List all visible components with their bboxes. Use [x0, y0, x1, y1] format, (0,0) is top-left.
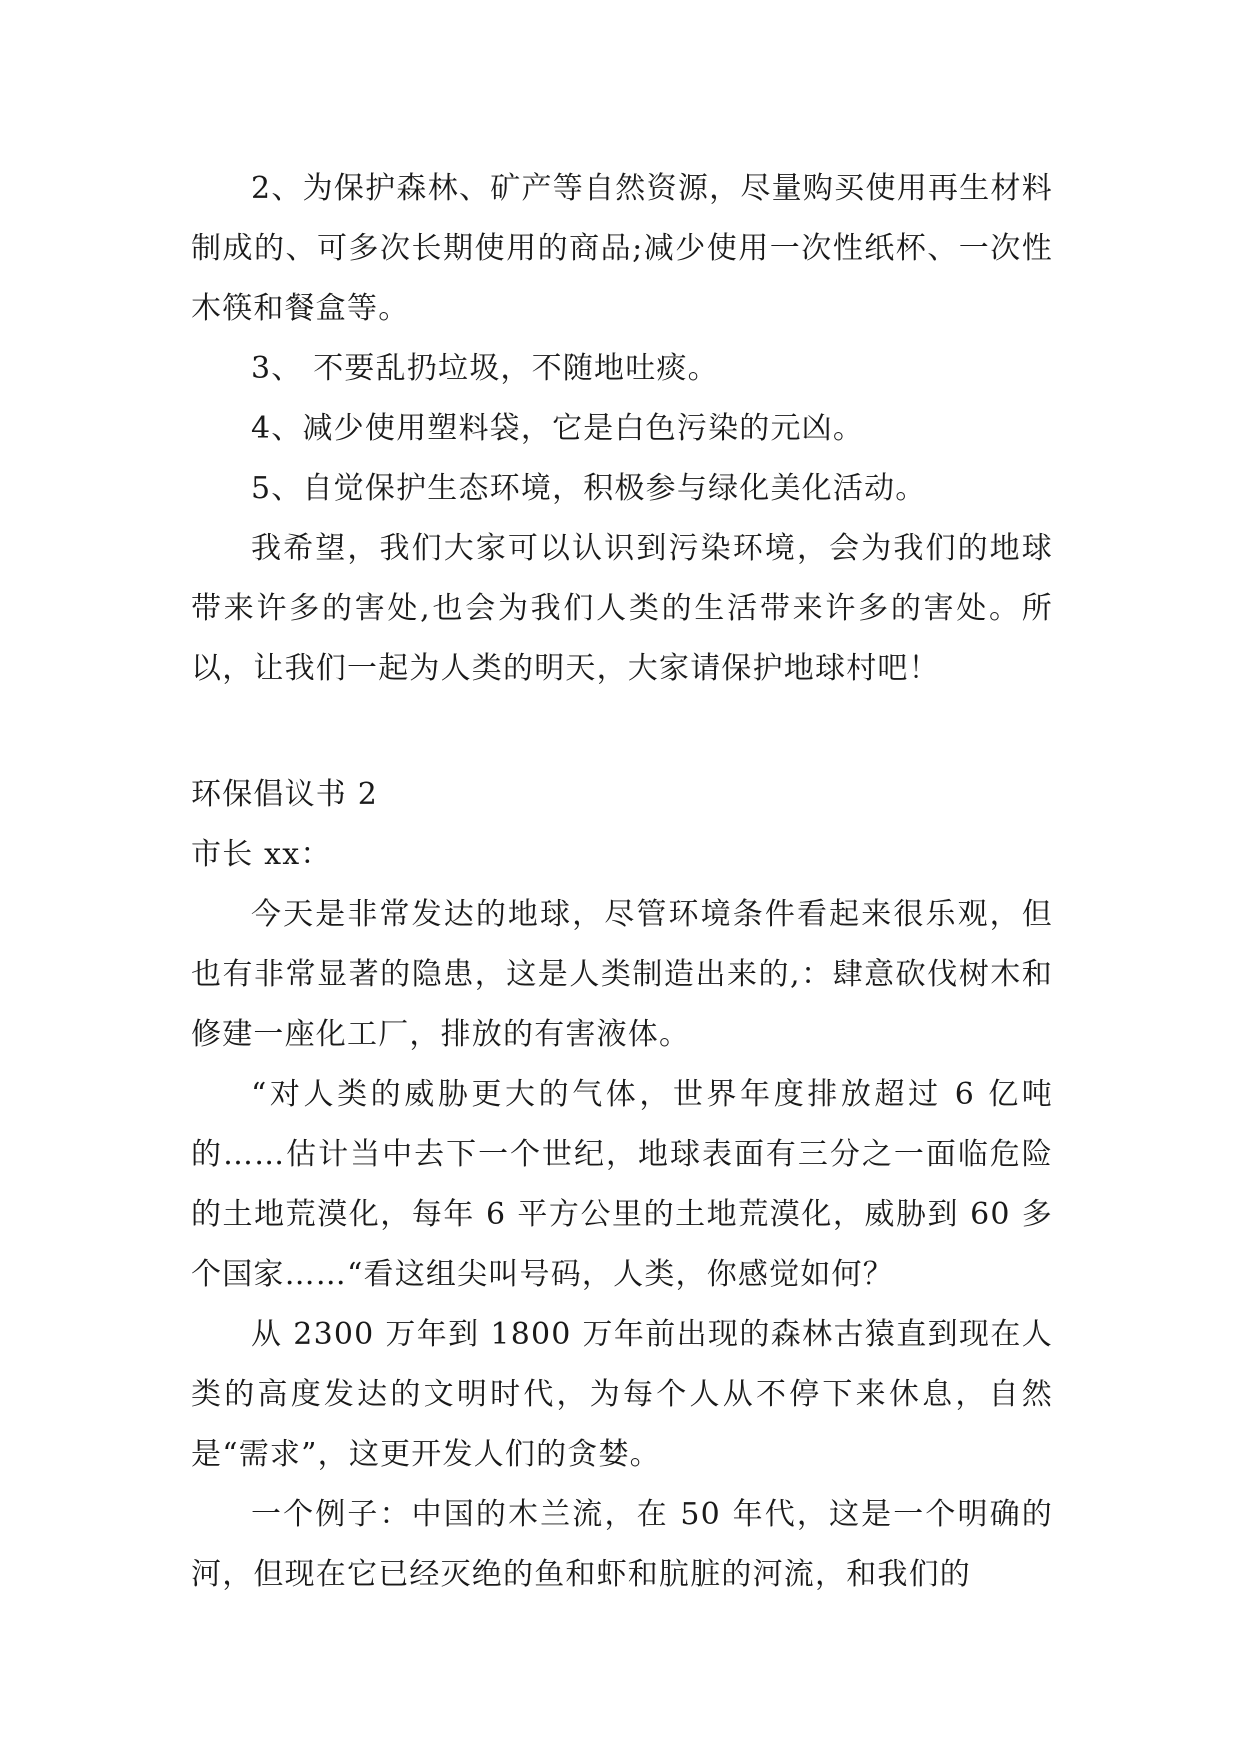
section-title: 环保倡议书 2	[191, 777, 379, 812]
paragraph-item-4: 4、减少使用塑料袋，它是白色污染的元凶。	[251, 411, 865, 446]
paragraph-item-5: 5、自觉保护生态环境，积极参与绿化美化活动。	[251, 471, 927, 506]
paragraph-item-2: 2、为保护森林、矿产等自然资源，尽量购买使用再生材料制成的、可多次长期使用的商品;减少使用一次性纸杯、一次性木筷和餐盒等。	[191, 171, 1053, 326]
paragraph-intro: 今天是非常发达的地球，尽管环境条件看起来很乐观，但也有非常显著的隐患，这是人类制造出来的,：肆意砍伐树木和修建一座化工厂，排放的有害液体。	[191, 897, 1053, 1052]
section-spacer	[191, 699, 1053, 765]
paragraph-item-3: 3、 不要乱扔垃圾，不随地吐痰。	[251, 351, 719, 386]
salutation: 市长 xx：	[191, 837, 332, 872]
paragraph-example: 一个例子：中国的木兰流，在 50 年代，这是一个明确的河，但现在它已经灭绝的鱼和虾和肮脏的河流，和我们的	[191, 1497, 1053, 1592]
paragraph-history: 从 2300 万年到 1800 万年前出现的森林古猿直到现在人类的高度发达的文明时代，为每个人从不停下来休息，自然是“需求”，这更开发人们的贪婪。	[191, 1317, 1053, 1472]
document-body	[191, 159, 1053, 1605]
paragraph-conclusion: 我希望，我们大家可以认识到污染环境，会为我们的地球带来许多的害处,也会为我们人类的生活带来许多的害处。所以，让我们一起为人类的明天，大家请保护地球村吧！	[191, 531, 1053, 686]
paragraph-quote: “对人类的威胁更大的气体，世界年度排放超过 6 亿吨的……估计当中去下一个世纪，地球表面有三分之一面临危险的土地荒漠化，每年 6 平方公里的土地荒漠化，威胁到 60 多个国家……“看这组尖叫号码，人类，你感觉如何？	[191, 1077, 1053, 1292]
